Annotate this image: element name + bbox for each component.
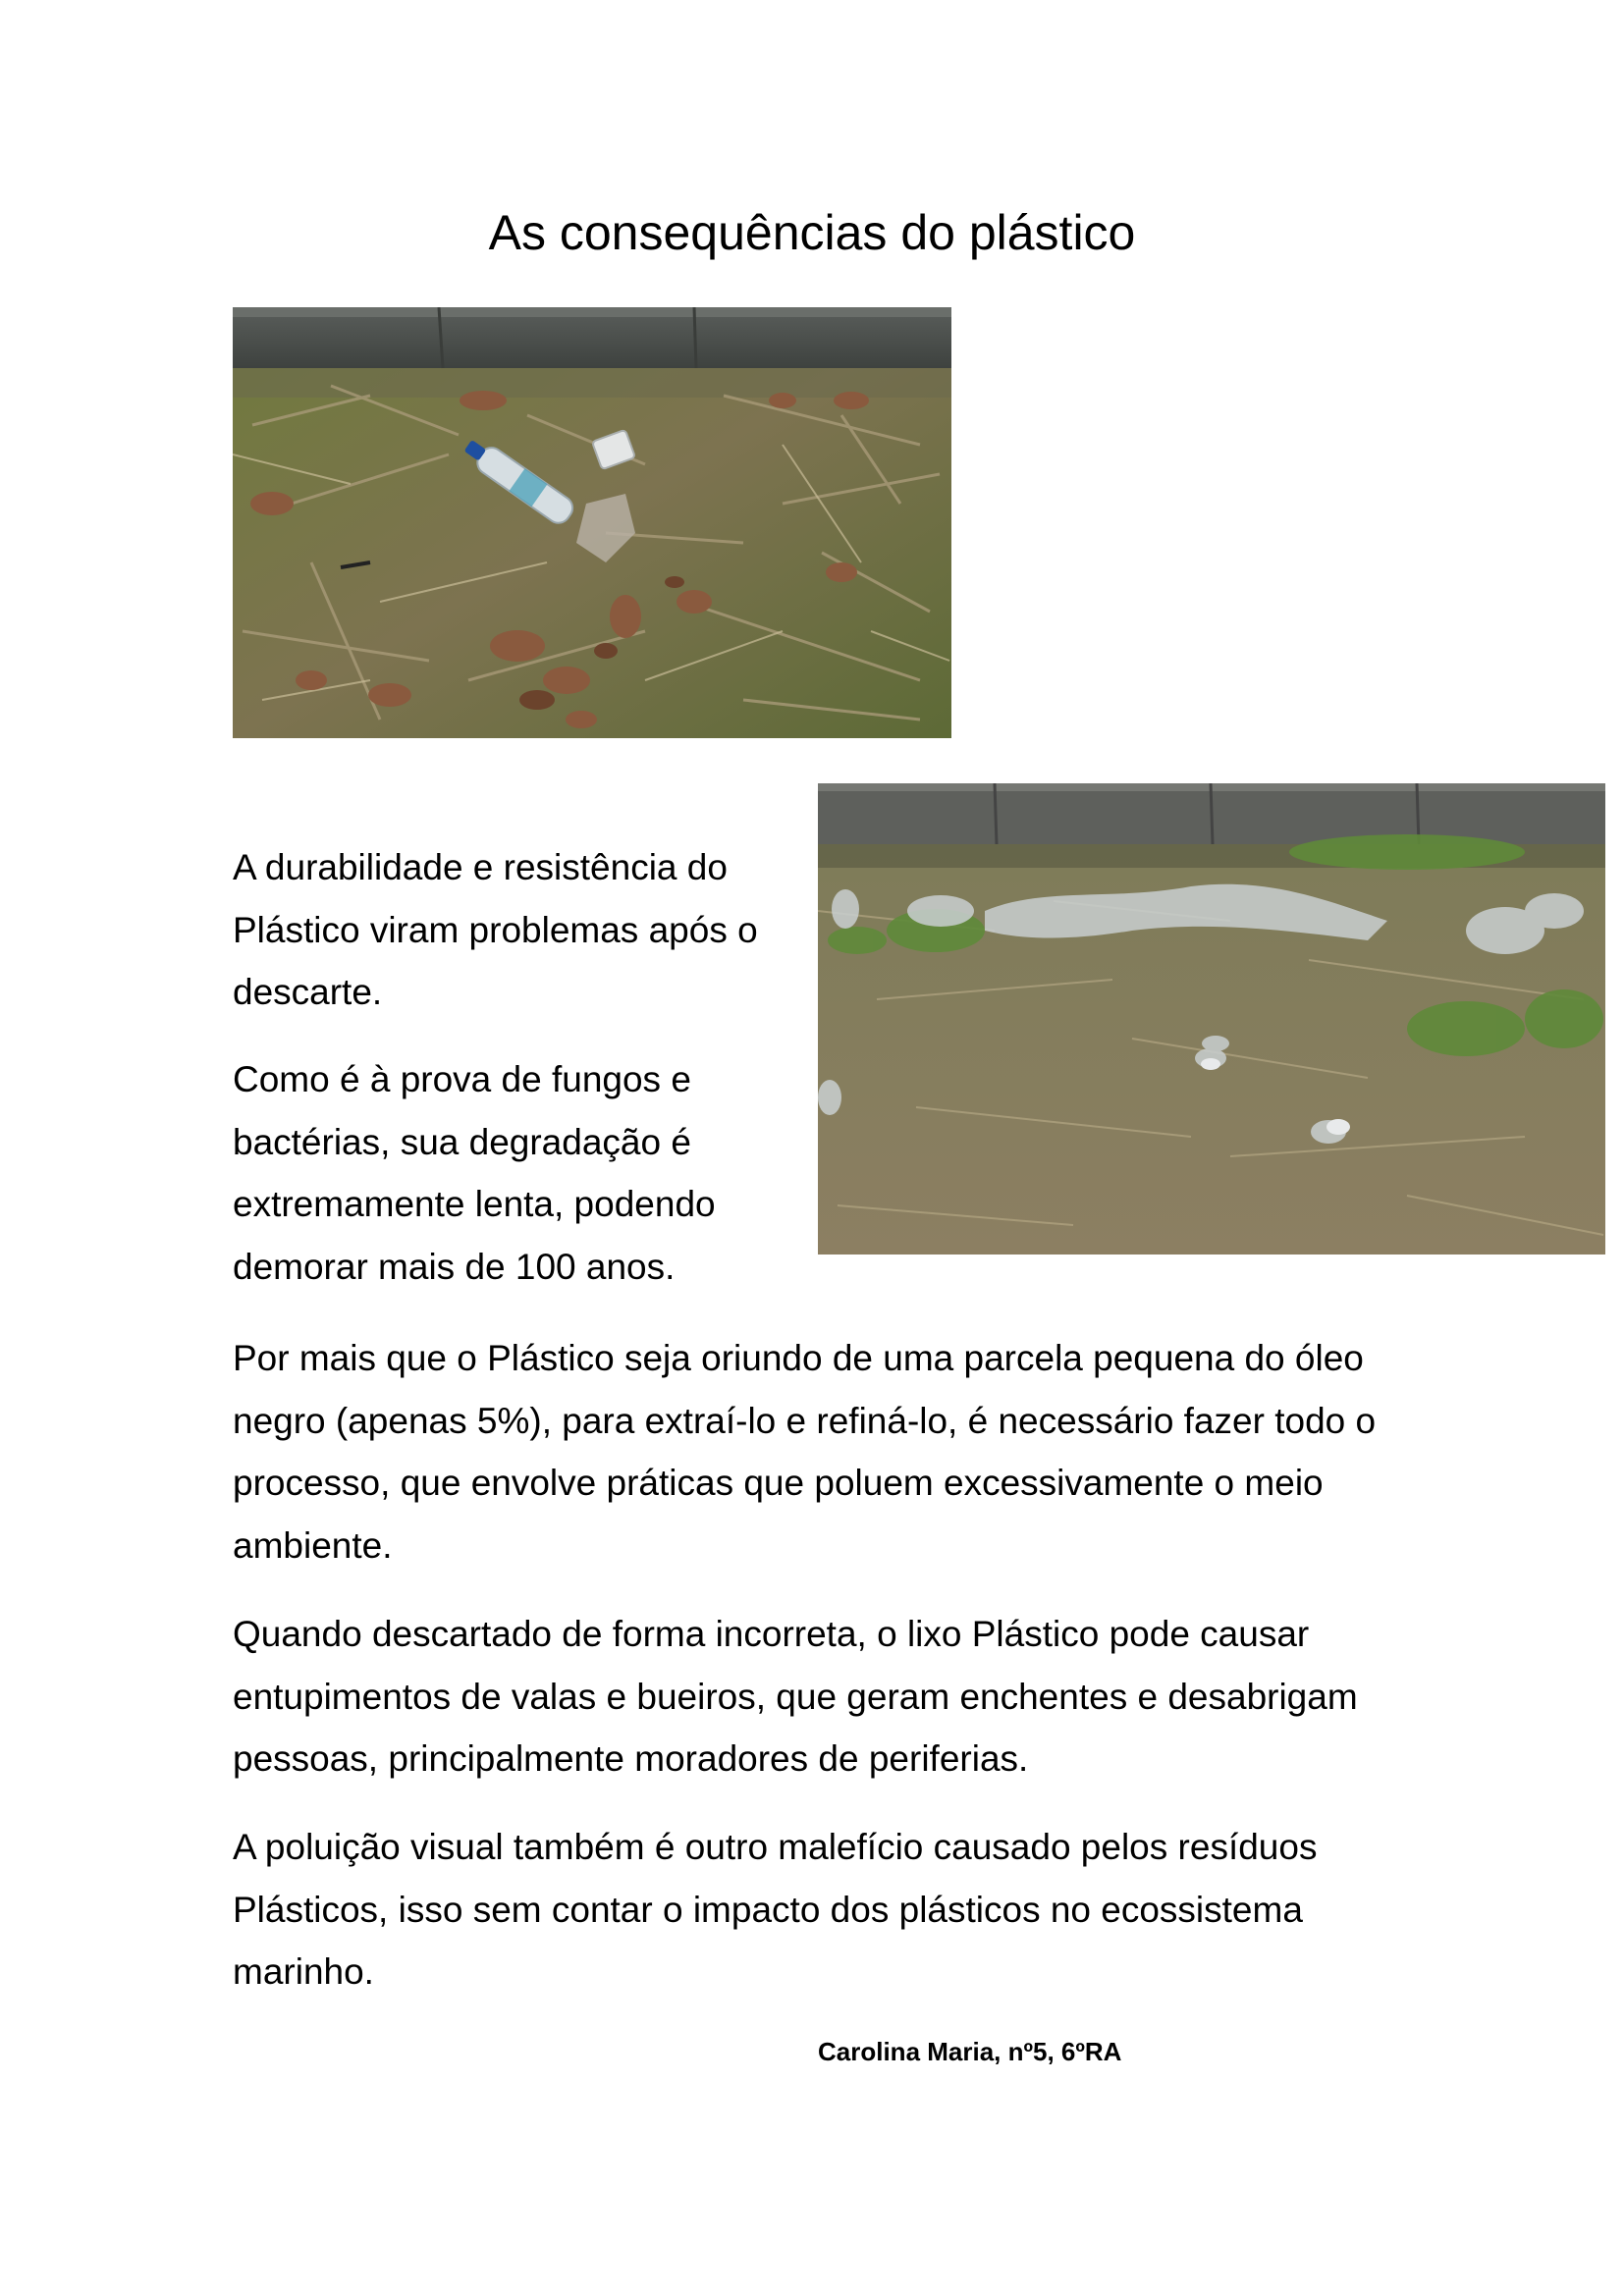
paragraph: Por mais que o Plástico seja oriundo de uma parcela pequena do óleo negro (apenas 5%), para extraí-lo e refiná-lo, é necessário fazer todo o processo, que envolve práticas que poluem excessivamente o meio ambiente.	[233, 1338, 1377, 1566]
paragraph: A durabilidade e resistência do Plástico viram problemas após o descarte.	[233, 847, 758, 1012]
paragraph: A poluição visual também é outro malefício causado pelos resíduos Plásticos, isso sem contar o impacto dos plásticos no ecossistema marinho.	[233, 1827, 1318, 1992]
paragraph: Quando descartado de forma incorreta, o lixo Plástico pode causar entupimentos de valas e bueiros, que geram enchentes e desabrigam pessoas, principalmente moradores de periferias.	[233, 1614, 1358, 1779]
author-signature: Carolina Maria, nº5, 6ºRA	[818, 2037, 1122, 2066]
page-title: As consequências do plástico	[488, 205, 1136, 260]
paragraph: Como é à prova de fungos e bactérias, sua degradação é extremamente lenta, podendo demorar mais de 100 anos.	[233, 1059, 716, 1287]
photo-plastic-on-ground	[818, 783, 1605, 1255]
photo-plastic-bottle-on-grass	[233, 307, 951, 738]
